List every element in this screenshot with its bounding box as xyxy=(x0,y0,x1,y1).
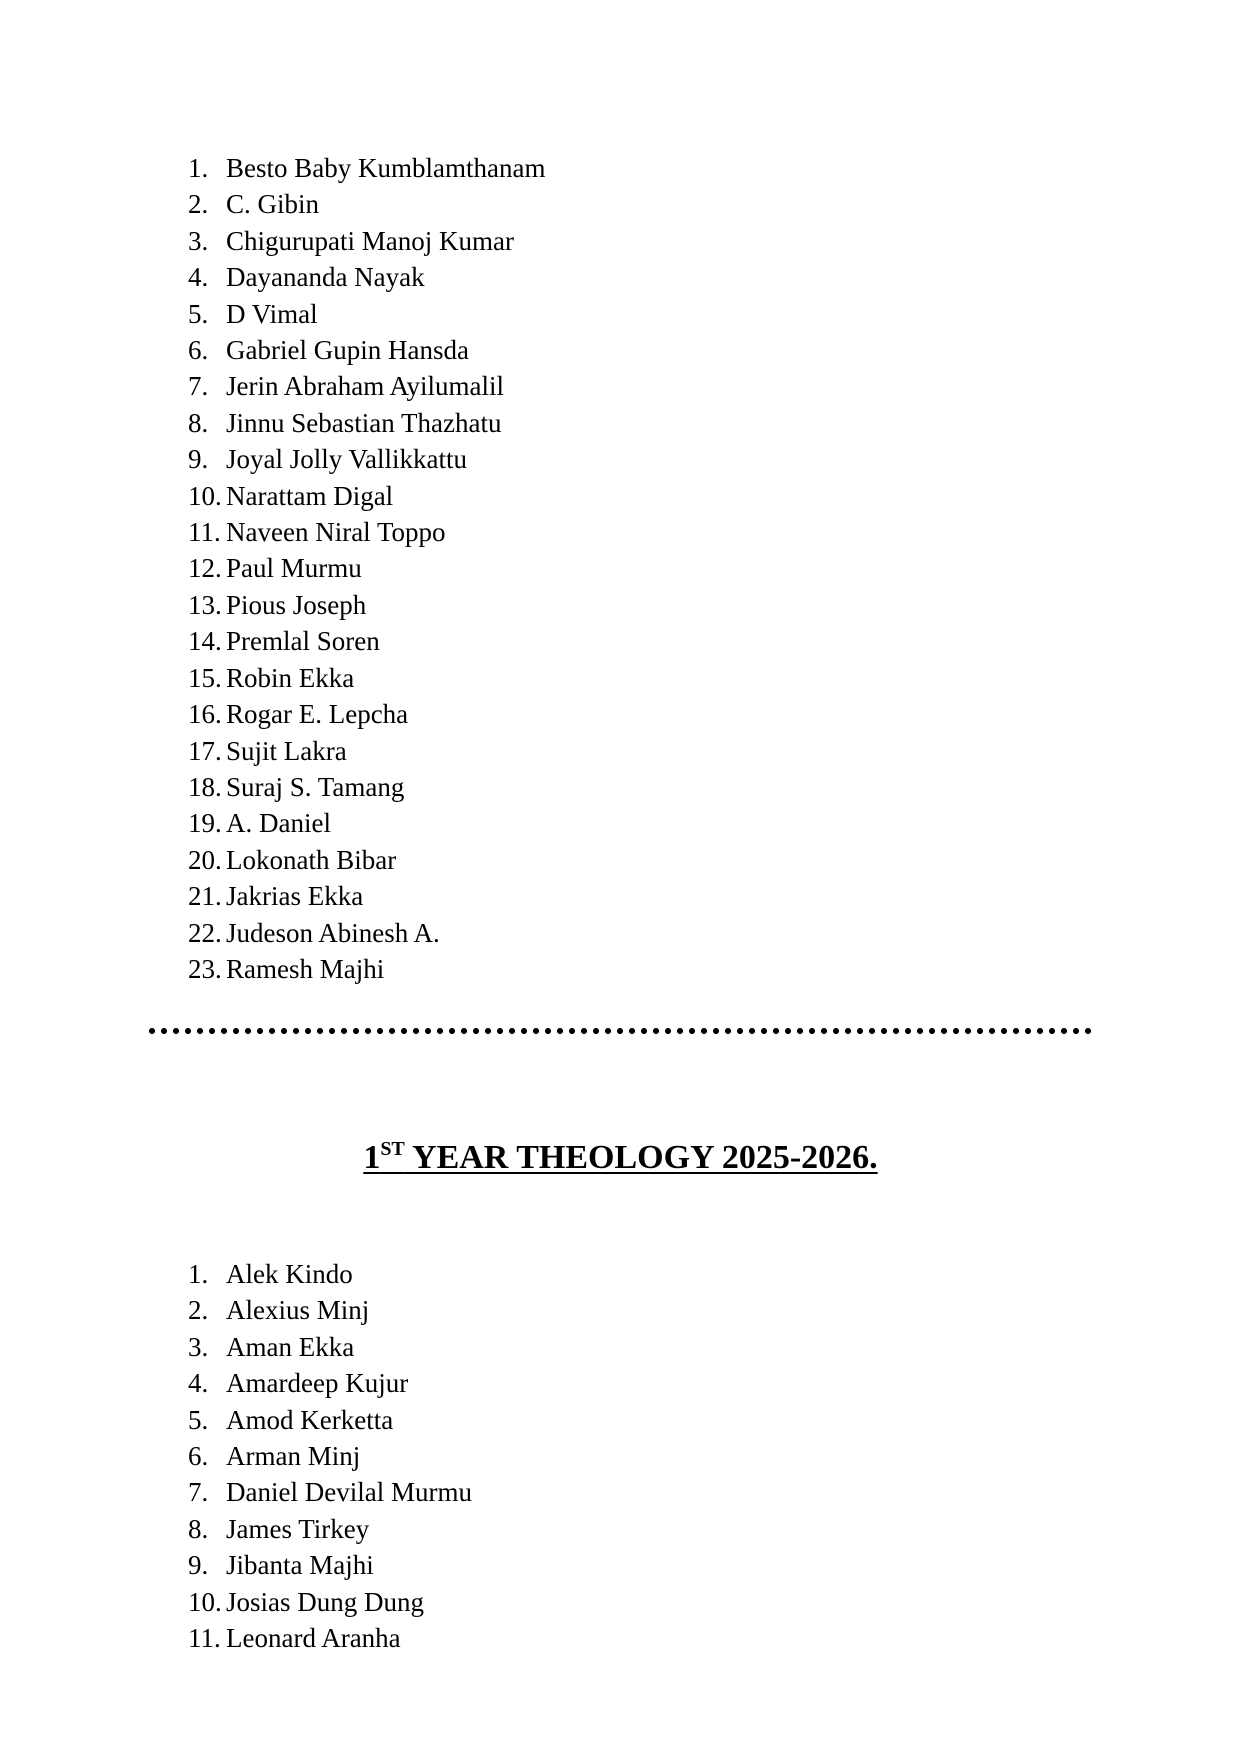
name-list-previous-year xyxy=(188,150,545,987)
student-name: Alexius Minj xyxy=(226,1295,370,1326)
list-item: 23. Ramesh Majhi xyxy=(188,951,545,987)
list-item: 17. Sujit Lakra xyxy=(188,733,545,769)
list-item: 2. Alexius Minj xyxy=(188,1292,472,1328)
student-name: A. Daniel xyxy=(226,808,331,839)
student-name: Chigurupati Manoj Kumar xyxy=(226,225,514,256)
list-item: 14. Premlal Soren xyxy=(188,623,545,659)
list-item: 1. Besto Baby Kumblamthanam xyxy=(188,150,545,186)
list-item: 10. Narattam Digal xyxy=(188,478,545,514)
dotted-divider xyxy=(146,1027,1096,1035)
list-item: 8. Jinnu Sebastian Thazhatu xyxy=(188,405,545,441)
student-name: Amardeep Kujur xyxy=(226,1368,409,1399)
student-name: Judeson Abinesh A. xyxy=(226,917,440,948)
student-name: Jakrias Ekka xyxy=(226,881,364,912)
student-name: Suraj S. Tamang xyxy=(226,771,405,802)
section-heading: 1ST YEAR THEOLOGY 2025-2026. xyxy=(363,1138,878,1176)
student-name: Daniel Devilal Murmu xyxy=(226,1477,472,1508)
list-item: 4. Dayananda Nayak xyxy=(188,259,545,295)
student-name: Robin Ekka xyxy=(226,662,355,693)
list-item: 2. C. Gibin xyxy=(188,186,545,222)
student-name: Besto Baby Kumblamthanam xyxy=(226,153,546,183)
student-name: Josias Dung Dung xyxy=(226,1586,425,1617)
list-item: 7. Jerin Abraham Ayilumalil xyxy=(188,368,545,404)
list-item: 3. Chigurupati Manoj Kumar xyxy=(188,223,545,259)
name-list-first-year-theology xyxy=(188,1256,472,1656)
student-name: Dayananda Nayak xyxy=(226,262,425,293)
list-item: 11. Naveen Niral Toppo xyxy=(188,514,545,550)
list-item: 1. Alek Kindo xyxy=(188,1256,472,1292)
list-item: 12. Paul Murmu xyxy=(188,550,545,586)
list-item: 11. Leonard Aranha xyxy=(188,1620,472,1656)
list-item: 9. Joyal Jolly Vallikkattu xyxy=(188,441,545,477)
list-item: 4. Amardeep Kujur xyxy=(188,1365,472,1401)
list-item: 15. Robin Ekka xyxy=(188,660,545,696)
student-name: James Tirkey xyxy=(226,1513,370,1544)
student-name: Gabriel Gupin Hansda xyxy=(226,335,469,366)
list-item: 6. Arman Minj xyxy=(188,1438,472,1474)
student-name: Aman Ekka xyxy=(226,1331,355,1362)
list-item: 7. Daniel Devilal Murmu xyxy=(188,1474,472,1510)
student-name: Narattam Digal xyxy=(226,480,394,511)
list-item: 5. D Vimal xyxy=(188,296,545,332)
list-item: 10. Josias Dung Dung xyxy=(188,1584,472,1620)
student-name: Arman Minj xyxy=(226,1441,361,1472)
list-item: 18. Suraj S. Tamang xyxy=(188,769,545,805)
student-name: D Vimal xyxy=(226,298,318,329)
student-name: Ramesh Majhi xyxy=(226,953,385,984)
student-name: Jibanta Majhi xyxy=(226,1550,374,1581)
list-item: 9. Jibanta Majhi xyxy=(188,1547,472,1583)
student-name: Rogar E. Lepcha xyxy=(226,699,409,730)
student-name: Jerin Abraham Ayilumalil xyxy=(226,371,504,402)
student-name: Paul Murmu xyxy=(226,553,362,584)
student-name: Amod Kerketta xyxy=(226,1404,394,1435)
student-name: Jinnu Sebastian Thazhatu xyxy=(226,407,502,438)
student-name: Lokonath Bibar xyxy=(226,844,397,875)
list-item: 5. Amod Kerketta xyxy=(188,1402,472,1438)
student-name: Alek Kindo xyxy=(226,1259,353,1289)
list-item: 19. A. Daniel xyxy=(188,805,545,841)
list-item: 13. Pious Joseph xyxy=(188,587,545,623)
list-item: 20. Lokonath Bibar xyxy=(188,842,545,878)
student-name: Premlal Soren xyxy=(226,626,380,657)
list-item: 16. Rogar E. Lepcha xyxy=(188,696,545,732)
student-name: Sujit Lakra xyxy=(226,735,347,766)
list-item: 22. Judeson Abinesh A. xyxy=(188,915,545,951)
student-name: Pious Joseph xyxy=(226,589,367,620)
student-name: Naveen Niral Toppo xyxy=(226,517,446,548)
student-name: Joyal Jolly Vallikkattu xyxy=(226,444,467,475)
student-name: Leonard Aranha xyxy=(226,1623,401,1654)
list-item: 8. James Tirkey xyxy=(188,1511,472,1547)
list-item: 21. Jakrias Ekka xyxy=(188,878,545,914)
list-item: 6. Gabriel Gupin Hansda xyxy=(188,332,545,368)
student-name: C. Gibin xyxy=(226,189,320,220)
list-item: 3. Aman Ekka xyxy=(188,1329,472,1365)
